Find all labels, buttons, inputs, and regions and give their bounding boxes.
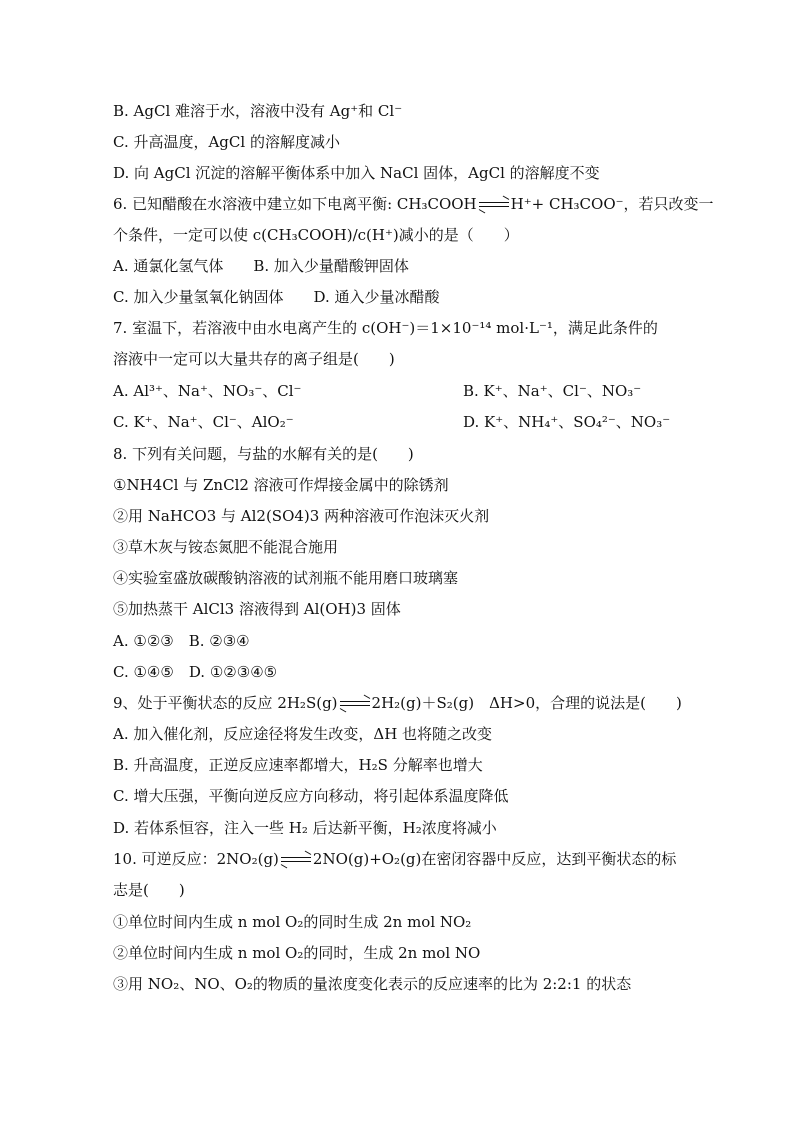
question-9-option-a [113, 724, 492, 744]
text-l18: A. ①②③ B. ②③④ [113, 632, 250, 650]
text-l19: C. ①④⑤ D. ①②③④⑤ [113, 663, 278, 681]
text-l23: C. 增大压强，平衡向逆反应方向移动，将引起体系温度降低 [113, 787, 509, 805]
question-8-options-ab [113, 631, 250, 651]
text-l25a: 10. 可逆反应：2NO₂(g) [113, 850, 279, 868]
text-l12: 8. 下列有关问题，与盐的水解有关的是( ) [113, 445, 414, 463]
option-5c [113, 132, 340, 152]
text-l27: ①单位时间内生成 n mol O₂的同时生成 2n mol NO₂ [113, 913, 472, 931]
text-l4a: 6. 已知醋酸在水溶液中建立如下电离平衡: CH₃COOH [113, 195, 477, 213]
text-l16: ④实验室盛放碳酸钠溶液的试剂瓶不能用磨口玻璃塞 [113, 569, 459, 587]
question-6-options-ab [113, 256, 409, 276]
question-7-options-cd [113, 412, 671, 432]
text-l24: D. 若体系恒容，注入一些 H₂ 后达新平衡，H₂浓度将减小 [113, 819, 497, 837]
question-9-stem [113, 693, 682, 713]
text-l1: B. AgCl 难溶于水，溶液中没有 Ag⁺和 Cl⁻ [113, 102, 403, 120]
question-7-stem-cont [113, 349, 395, 369]
text-l21: A. 加入催化剂，反应途径将发生改变，ΔH 也将随之改变 [113, 725, 493, 743]
text-l3: D. 向 AgCl 沉淀的溶解平衡体系中加入 NaCl 固体，AgCl 的溶解度不变 [113, 164, 600, 182]
text-l29: ③用 NO₂、NO、O₂的物质的量浓度变化表示的反应速率的比为 2:2:1 的状态 [113, 975, 632, 993]
question-10-item-3 [113, 974, 631, 994]
text-l28: ②单位时间内生成 n mol O₂的同时，生成 2n mol NO [113, 944, 481, 962]
text-l14: ②用 NaHCO3 与 Al2(SO4)3 两种溶液可作泡沫灭火剂 [113, 507, 490, 525]
equilibrium-arrow-icon [340, 700, 370, 708]
question-10-stem [113, 849, 676, 869]
text-l2: C. 升高温度，AgCl 的溶解度减小 [113, 133, 340, 151]
text-l11b: D. K⁺、NH₄⁺、SO₄²⁻、NO₃⁻ [463, 413, 671, 431]
text-l17: ⑤加热蒸干 AlCl3 溶液得到 Al(OH)3 固体 [113, 600, 401, 618]
question-9-option-c [113, 786, 508, 806]
equilibrium-arrow-icon [479, 201, 509, 209]
text-l15: ③草木灰与铵态氮肥不能混合施用 [113, 538, 339, 556]
text-l5: 个条件，一定可以使 c(CH₃COOH)/c(H⁺)减小的是（ ） [113, 226, 519, 244]
question-7-options-ab [113, 381, 642, 401]
text-l9: 溶液中一定可以大量共存的离子组是( ) [113, 350, 395, 368]
text-l22: B. 升高温度，正逆反应速率都增大，H₂S 分解率也增大 [113, 756, 483, 774]
option-5d [113, 163, 600, 183]
option-5b [113, 101, 402, 121]
text-l11a: C. K⁺、Na⁺、Cl⁻、AlO₂⁻ [113, 413, 294, 431]
question-8-item-1 [113, 475, 449, 495]
question-10-item-2 [113, 943, 480, 963]
question-8-options-cd [113, 662, 277, 682]
question-6-stem-cont [113, 225, 519, 245]
text-l7: C. 加入少量氢氧化钠固体 D. 通入少量冰醋酸 [113, 288, 440, 306]
question-9-option-d [113, 818, 497, 838]
text-l20a: 9、处于平衡状态的反应 2H₂S(g) [113, 694, 338, 712]
text-l25b: 2NO(g)+O₂(g)在密闭容器中反应，达到平衡状态的标 [312, 850, 677, 868]
question-10-stem-cont [113, 880, 185, 900]
question-8-stem [113, 444, 414, 464]
question-7-stem [113, 318, 658, 338]
question-9-option-b [113, 755, 483, 775]
text-l4b: H⁺+ CH₃COO⁻，若只改变一 [510, 195, 714, 213]
text-l20b: 2H₂(g)＋S₂(g) ΔH>0，合理的说法是( ) [371, 694, 682, 712]
question-6-stem [113, 194, 714, 214]
text-l13: ①NH4Cl 与 ZnCl2 溶液可作焊接金属中的除锈剂 [113, 476, 449, 494]
question-6-options-cd [113, 287, 440, 307]
equilibrium-arrow-icon [281, 856, 311, 864]
text-l8: 7. 室温下，若溶液中由水电离产生的 c(OH⁻)＝1×10⁻¹⁴ mol·L⁻¹，满足此条件的 [113, 319, 658, 337]
text-l10a: A. Al³⁺、Na⁺、NO₃⁻、Cl⁻ [113, 382, 302, 400]
question-8-item-2 [113, 506, 489, 526]
question-10-item-1 [113, 912, 471, 932]
question-8-item-5 [113, 599, 401, 619]
text-l6: A. 通氯化氢气体 B. 加入少量醋酸钾固体 [113, 257, 409, 275]
question-8-item-3 [113, 537, 338, 557]
text-l26: 志是( ) [113, 881, 185, 899]
question-8-item-4 [113, 568, 458, 588]
text-l10b: B. K⁺、Na⁺、Cl⁻、NO₃⁻ [463, 382, 642, 400]
